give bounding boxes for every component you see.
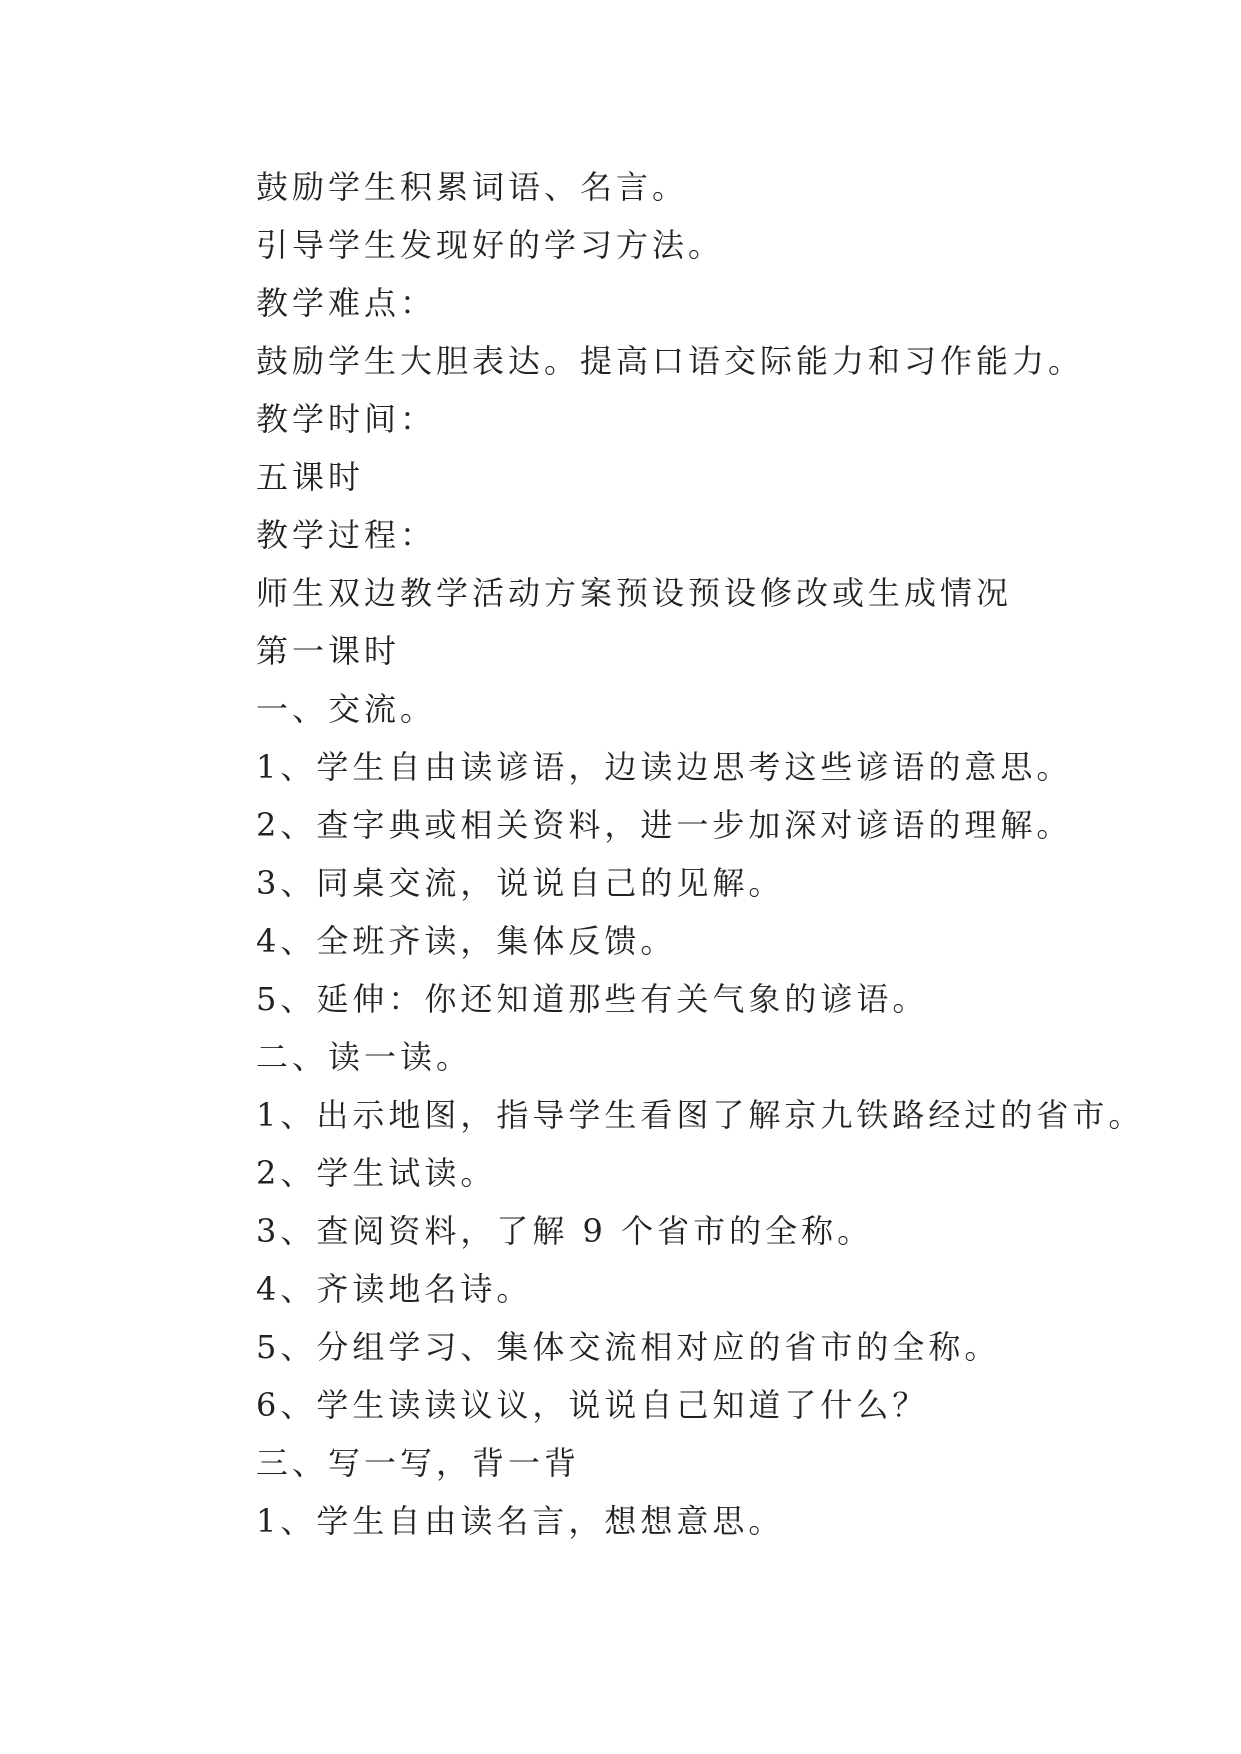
list-item: 5、延伸：你还知道那些有关气象的谚语。: [256, 980, 929, 1018]
list-item: 2、查字典或相关资料，进一步加深对谚语的理解。: [256, 806, 1073, 844]
list-item: 3、同桌交流，说说自己的见解。: [256, 864, 785, 902]
list-item: 2、学生试读。: [256, 1154, 497, 1192]
subsection-heading: 一、交流。: [256, 690, 437, 728]
list-item: 1、出示地图，指导学生看图了解京九铁路经过的省市。: [256, 1096, 1145, 1134]
text-line: 五课时: [256, 458, 365, 496]
section-heading: 教学难点：: [256, 284, 437, 322]
section-heading: 教学过程：: [256, 516, 437, 554]
list-item: 3、查阅资料，了解 9 个省市的全称。: [256, 1212, 874, 1250]
text-line: 师生双边教学活动方案预设预设修改或生成情况: [256, 574, 1013, 612]
text-line: 鼓励学生大胆表达。提高口语交际能力和习作能力。: [256, 342, 1085, 380]
subsection-heading: 二、读一读。: [256, 1038, 473, 1076]
list-item: 1、学生自由读名言，想想意思。: [256, 1502, 785, 1540]
document-body: [256, 158, 1176, 1550]
list-item: 1、学生自由读谚语，边读边思考这些谚语的意思。: [256, 748, 1073, 786]
list-item: 6、学生读读议议，说说自己知道了什么？: [256, 1386, 929, 1424]
subsection-heading: 三、写一写，背一背: [256, 1444, 581, 1482]
list-item: 5、分组学习、集体交流相对应的省市的全称。: [256, 1328, 1001, 1366]
lesson-heading: 第一课时: [256, 632, 401, 670]
text-line: 引导学生发现好的学习方法。: [256, 226, 725, 264]
section-heading: 教学时间：: [256, 400, 437, 438]
list-item: 4、齐读地名诗。: [256, 1270, 533, 1308]
text-line: 鼓励学生积累词语、名言。: [256, 168, 689, 206]
list-item: 4、全班齐读，集体反馈。: [256, 922, 677, 960]
